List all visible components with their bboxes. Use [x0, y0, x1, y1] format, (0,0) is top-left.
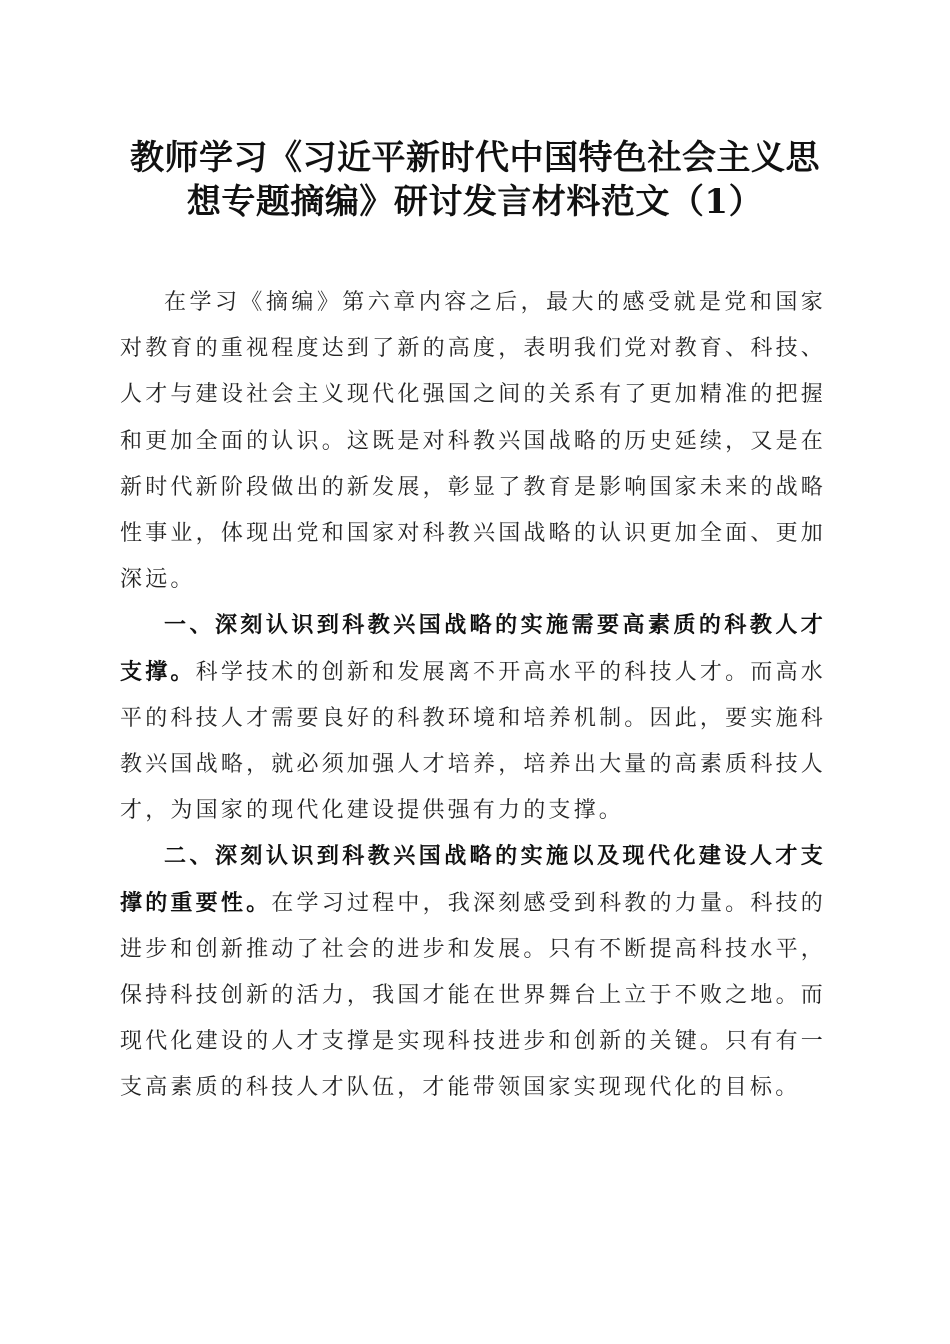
- title-line-1: 教师学习《习近平新时代中国特色社会主义思: [130, 138, 820, 178]
- title-line-2: 想专题摘编》研讨发言材料范文（1）: [186, 182, 764, 222]
- section-text-1: 科学技术的创新和发展离不开高水平的科技人才。而高水平的科技人才需要良好的科教环境和培养机制。因此，要实施科教兴国战略，就必须加强人才培养，培养出大量的高素质科技人才，为国家的现代化建设提供强有力的支撑。: [120, 659, 826, 824]
- section-paragraph-2: [120, 834, 826, 1111]
- section-paragraph-1: [120, 603, 826, 834]
- section-heading-1: 一、深刻认识到科教兴国战略的实施需要高素质的科教人才支撑。: [120, 613, 826, 685]
- section-text-2: 在学习过程中，我深刻感受到科教的力量。科技的进步和创新推动了社会的进步和发展。只有不断提高科技水平，保持科技创新的活力，我国才能在世界舞台上立于不败之地。而现代化建设的人才支撑是实现科技进步和创新的关键。只有有一支高素质的科技人才队伍，才能带领国家实现现代化的目标。: [120, 890, 827, 1101]
- intro-paragraph: 在学习《摘编》第六章内容之后，最大的感受就是党和国家对教育的重视程度达到了新的高度，表明我们党对教育、科技、人才与建设社会主义现代化强国之间的关系有了更加精准的把握和更加全面的认识。这既是对科教兴国战略的历史延续，又是在新时代新阶段做出的新发展，彰显了教育是影响国家未来的战略性事业，体现出党和国家对科教兴国战略的认识更加全面、更加深远。: [120, 290, 826, 593]
- section-heading-2: 二、深刻认识到科教兴国战略的实施以及现代化建设人才支撑的重要性。: [120, 844, 826, 916]
- document-body: [120, 280, 826, 1112]
- document-title: [100, 136, 850, 224]
